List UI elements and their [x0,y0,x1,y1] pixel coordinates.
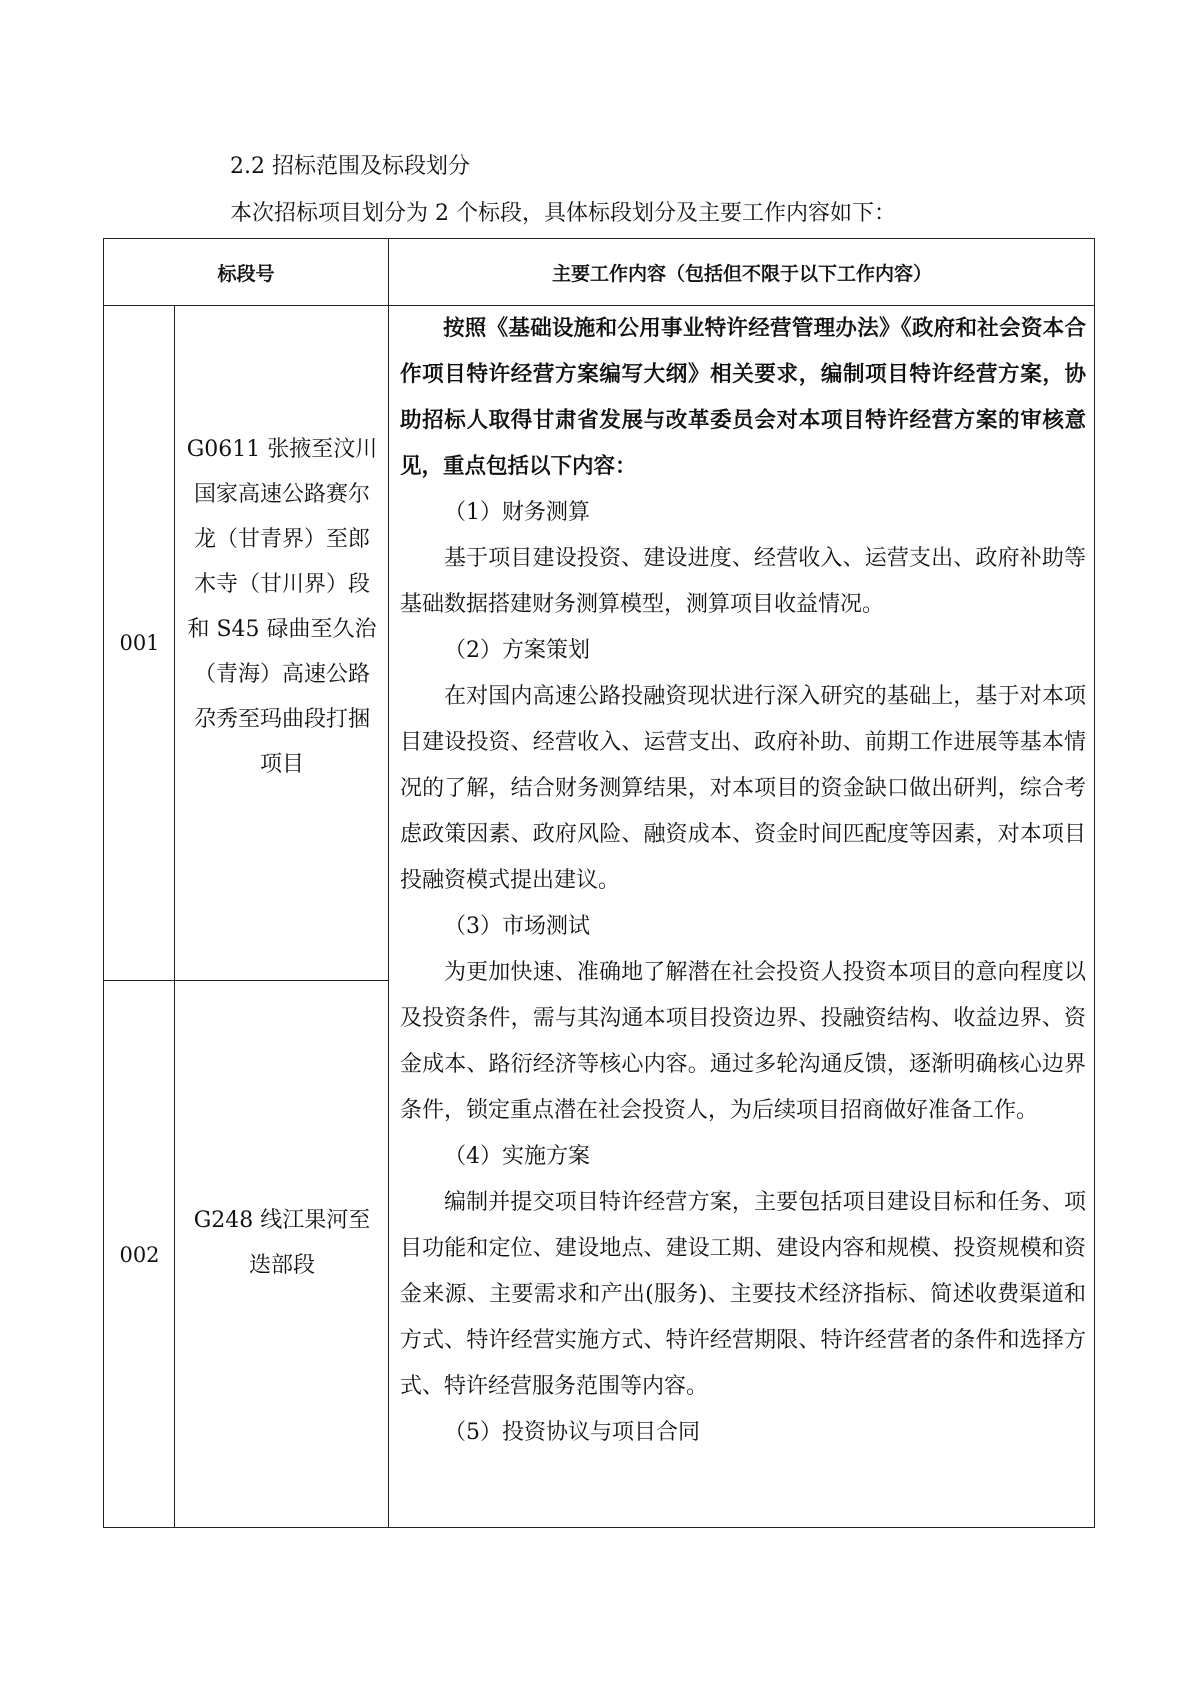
item2-title: （2）方案策划 [444,638,590,663]
row-name-001: G0611 张掖至汶川国家高速公路赛尔龙（甘青界）至郎木寺（甘川界）段和 S45 碌曲至久治（青海）高速公路尕秀至玛曲段打捆项目 [186,437,378,777]
content-intro: 按照《基础设施和公用事业特许经营管理办法》《政府和社会资本合作项目特许经营方案编写大纲》相关要求，编制项目特许经营方案，协助招标人取得甘肃省发展与改革委员会对本项目特许经营方案的审核意见，重点包括以下内容： [400,316,1086,479]
item5-title: （5）投资协议与项目合同 [444,1420,700,1445]
header-work-content: 主要工作内容（包括但不限于以下工作内容） [551,262,932,285]
item3-title: （3）市场测试 [444,914,590,939]
bid-section-table [103,238,1095,1528]
header-section-number: 标段号 [217,262,275,285]
row-name-002: G248 线江果河至迭部段 [193,1208,371,1278]
item1-title: （1）财务测算 [444,500,590,525]
item4-text: 编制并提交项目特许经营方案，主要包括项目建设目标和任务、项目功能和定位、建设地点、建设工期、建设内容和规模、投资规模和资金来源、主要需求和产出(服务)、主要技术经济指标、简述收费渠道和方式、特许经营实施方式、特许经营期限、特许经营者的条件和选择方式、特许经营服务范围等内容。 [400,1190,1086,1399]
column-divider-main [388,239,389,1527]
item1-text: 基于项目建设投资、建设进度、经营收入、运营支出、政府补助等基础数据搭建财务测算模型，测算项目收益情况。 [400,546,1086,617]
item2-text: 在对国内高速公路投融资现状进行深入研究的基础上，基于对本项目建设投资、经营收入、运营支出、政府补助、前期工作进展等基本情况的了解，结合财务测算结果，对本项目的资金缺口做出研判，综合考虑政策因素、政府风险、融资成本、资金时间匹配度等因素，对本项目投融资模式提出建议。 [400,684,1086,893]
row-divider [104,980,389,981]
section-heading: 2.2 招标范围及标段划分 [230,154,470,179]
work-content-cell [390,306,1094,1456]
row-number-002: 002 [119,1242,160,1267]
intro-paragraph: 本次招标项目划分为 2 个标段，具体标段划分及主要工作内容如下： [230,201,896,226]
row-number-001: 001 [119,631,160,655]
item4-title: （4）实施方案 [444,1144,590,1169]
item3-text: 为更加快速、准确地了解潜在社会投资人投资本项目的意向程度以及投资条件，需与其沟通本项目投资边界、投融资结构、收益边界、资金成本、路衍经济等核心内容。通过多轮沟通反馈，逐渐明确核心边界条件，锁定重点潜在社会投资人，为后续项目招商做好准备工作。 [400,960,1086,1123]
